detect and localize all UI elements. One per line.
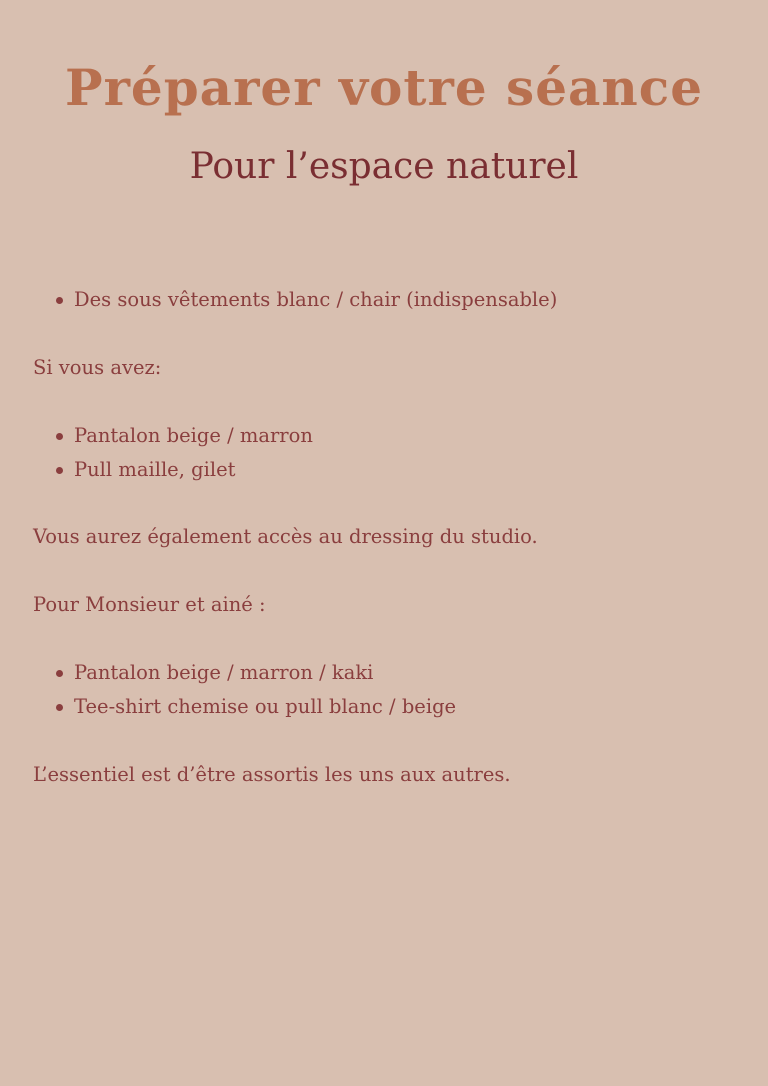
page-title: Préparer votre séance bbox=[64, 58, 704, 117]
if-you-have-text: Si vous avez: bbox=[33, 356, 162, 379]
essentials-list bbox=[33, 283, 733, 317]
list-item bbox=[33, 690, 733, 724]
list-item bbox=[33, 283, 733, 317]
list-item bbox=[33, 419, 733, 453]
dressing-access-text: Vous aurez également accès au dressing du studio. bbox=[33, 525, 538, 548]
list-item-text: Tee-shirt chemise ou pull blanc / beige bbox=[74, 695, 457, 718]
for-sir-text: Pour Monsieur et ainé : bbox=[33, 593, 266, 616]
closing-text: L’essentiel est d’être assortis les uns aux autres. bbox=[33, 763, 511, 786]
list-item-text: Pantalon beige / marron bbox=[74, 424, 313, 447]
bullet-icon bbox=[56, 297, 63, 304]
bullet-icon bbox=[56, 433, 63, 440]
sir-clothes-list bbox=[33, 656, 733, 724]
page-subtitle: Pour l’espace naturel bbox=[189, 146, 579, 187]
bullet-icon bbox=[56, 467, 63, 474]
list-item-text: Des sous vêtements blanc / chair (indispensable) bbox=[74, 288, 558, 311]
list-item-text: Pull maille, gilet bbox=[74, 458, 236, 481]
optional-clothes-list bbox=[33, 419, 733, 487]
bullet-icon bbox=[56, 670, 63, 677]
list-item-text: Pantalon beige / marron / kaki bbox=[74, 661, 374, 684]
bullet-icon bbox=[56, 704, 63, 711]
list-item bbox=[33, 453, 733, 487]
list-item bbox=[33, 656, 733, 690]
